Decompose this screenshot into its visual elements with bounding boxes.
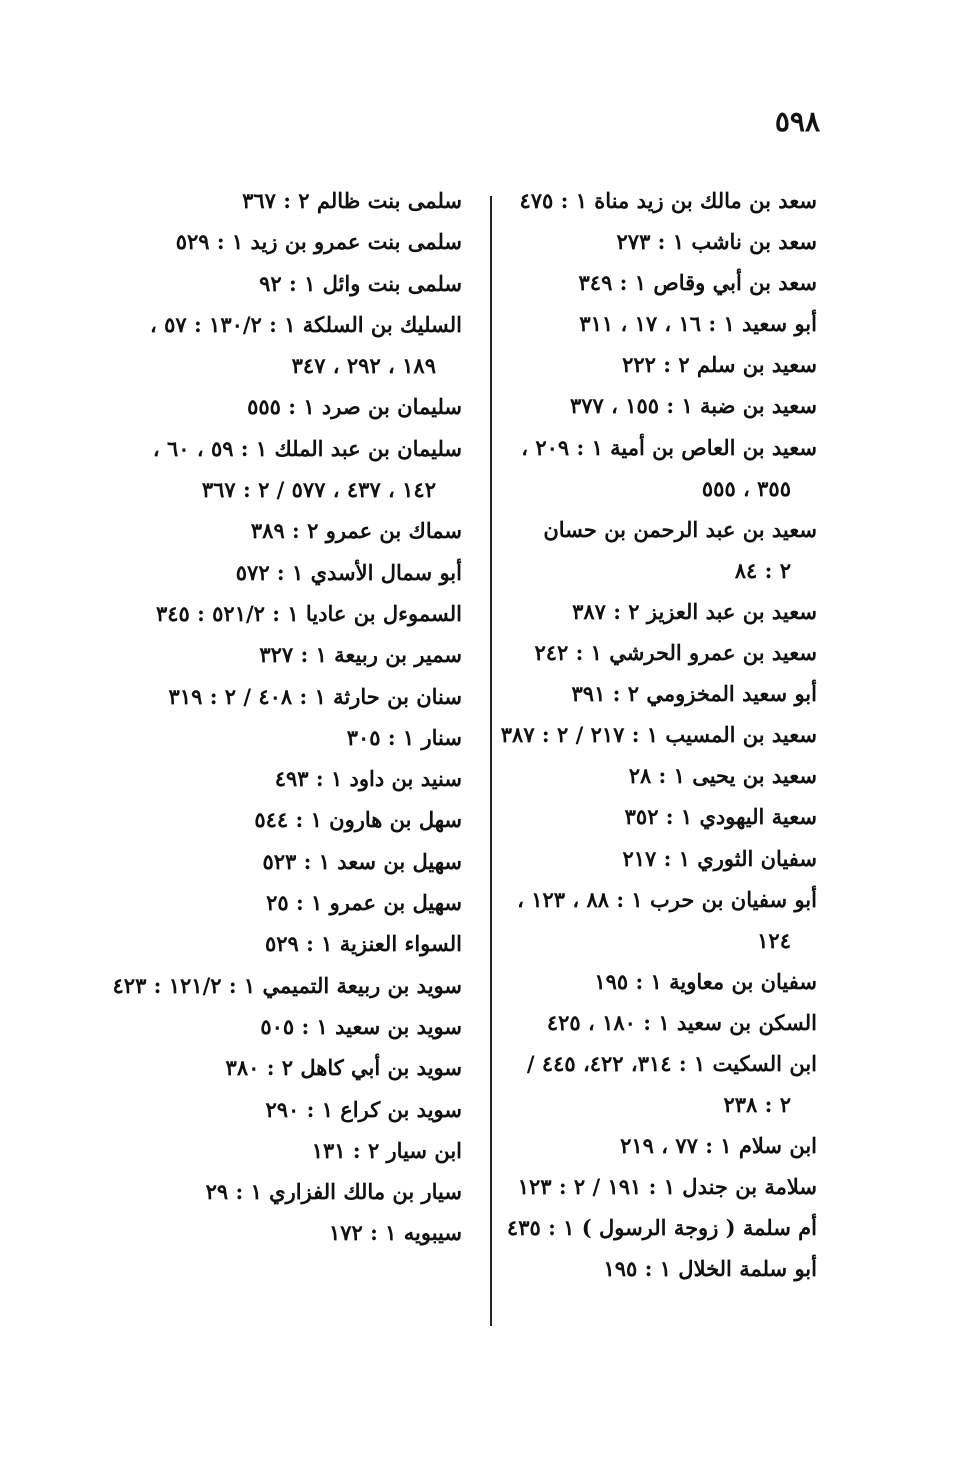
- index-entry: سيار بن مالك الفزاري ١ : ٢٩: [205, 1179, 462, 1205]
- index-entry: أبو سمال الأسدي ١ : ٥٧٢: [235, 559, 462, 585]
- index-entry-continuation: ١٨٩ ، ٢٩٢ ، ٣٤٧: [291, 353, 436, 379]
- index-entry: السموءل بن عاديا ١ : ٥٢١/٢ : ٣٤٥: [155, 600, 462, 626]
- index-entry: سهيل بن سعد ١ : ٥٢٣: [262, 848, 462, 874]
- index-entry: سمير بن ربيعة ١ : ٣٢٧: [259, 642, 462, 668]
- index-entry: سهل بن هارون ١ : ٥٤٤: [254, 807, 462, 833]
- index-entry: سعيد بن يحيى ١ : ٢٨: [628, 763, 817, 789]
- page-number: ٥٩٨: [774, 105, 820, 138]
- index-entry: سعيد بن المسيب ١ : ٢١٧ / ٢ : ٣٨٧: [500, 722, 817, 748]
- index-entry: ابن سيار ٢ : ١٣١: [311, 1137, 462, 1163]
- index-entry: سليمان بن صرد ١ : ٥٥٥: [247, 394, 462, 420]
- index-entry: سويد بن ربيعة التميمي ١ : ١٢١/٢ : ٤٢٣: [112, 972, 462, 998]
- index-entry: سعيد بن العاص بن أمية ١ : ٢٠٩ ،: [521, 434, 817, 460]
- index-entry: أم سلمة ( زوجة الرسول ) ١ : ٤٣٥: [506, 1215, 817, 1241]
- index-entry: سنار ١ : ٣٠٥: [346, 724, 462, 750]
- index-entry: أبو سفيان بن حرب ١ : ٨٨ ، ١٢٣ ،: [517, 886, 817, 912]
- index-entry: السليك بن السلكة ١ : ١٣٠/٢ : ٥٧ ،: [150, 311, 462, 337]
- index-entry-continuation: ٣٥٥ ، ٥٥٥: [701, 475, 791, 501]
- index-entry: السكن بن سعيد ١ : ١٨٠ ، ٤٢٥: [546, 1009, 817, 1035]
- index-entry: سهيل بن عمرو ١ : ٢٥: [266, 890, 462, 916]
- index-entry: سويد بن سعيد ١ : ٥٠٥: [260, 1013, 462, 1039]
- index-entry: ابن السكيت ١ : ٣١٤، ٤٢٢، ٤٤٥ /: [526, 1050, 817, 1076]
- index-entry: سلامة بن جندل ١ : ١٩١ / ٢ : ١٢٣: [517, 1174, 817, 1200]
- index-entry: السواء العنزية ١ : ٥٢٩: [264, 931, 462, 957]
- index-entry-continuation: ١٢٤: [757, 927, 791, 953]
- index-entry: سعيد بن سلم ٢ : ٢٢٢: [622, 352, 817, 378]
- index-entry-continuation: ٢ : ٨٤: [734, 557, 791, 583]
- index-entry: سعيد بن ضبة ١ : ١٥٥ ، ٣٧٧: [569, 393, 817, 419]
- index-entry: سويد بن أبي كاهل ٢ : ٣٨٠: [225, 1055, 462, 1081]
- index-entry: أبو سلمة الخلال ١ : ١٩٥: [603, 1256, 817, 1282]
- index-entry: سيبويه ١ : ١٧٢: [328, 1220, 462, 1246]
- index-entry-continuation: ٢ : ٢٣٨: [723, 1092, 791, 1118]
- index-entry: سنيد بن داود ١ : ٤٩٣: [274, 766, 462, 792]
- index-entry: أبو سعيد المخزومي ٢ : ٣٩١: [571, 681, 817, 707]
- index-entry: سعد بن ناشب ١ : ٢٧٣: [616, 229, 817, 255]
- index-entry: سليمان بن عبد الملك ١ : ٥٩ ، ٦٠ ،: [152, 435, 462, 461]
- index-entry-continuation: ١٤٢ ، ٤٣٧ ، ٥٧٧ / ٢ : ٣٦٧: [201, 477, 436, 503]
- index-entry: سلمى بنت وائل ١ : ٩٢: [259, 270, 462, 296]
- index-entry: ابن سلام ١ : ٧٧ ، ٢١٩: [620, 1133, 817, 1159]
- index-entry: سنان بن حارثة ١ : ٤٠٨ / ٢ : ٣١٩: [168, 683, 462, 709]
- index-entry: سفيان بن معاوية ١ : ١٩٥: [594, 968, 817, 994]
- index-entry: سلمى بنت ظالم ٢ : ٣٦٧: [242, 188, 462, 213]
- index-entry: سلمى بنت عمرو بن زيد ١ : ٥٢٩: [175, 229, 462, 255]
- index-column-right: [497, 180, 817, 1290]
- index-entry: سعية اليهودي ١ : ٣٥٢: [624, 804, 817, 830]
- index-entry: سعيد بن عبد العزيز ٢ : ٣٨٧: [572, 598, 817, 624]
- index-entry: سماك بن عمرو ٢ : ٣٨٩: [250, 518, 462, 544]
- index-entry: سعد بن أبي وقاص ١ : ٣٤٩: [578, 270, 817, 296]
- index-entry: سويد بن كراع ١ : ٢٩٠: [265, 1096, 462, 1122]
- index-entry: أبو سعيد ١ : ١٦ ، ١٧ ، ٣١١: [579, 311, 817, 337]
- column-divider: [490, 196, 492, 1326]
- index-column-left: [107, 180, 462, 1254]
- index-entry: سعيد بن عبد الرحمن بن حسان: [543, 516, 817, 542]
- index-entry: سعد بن مالك بن زيد مناة ١ : ٤٧٥: [519, 188, 817, 213]
- index-entry: سفيان الثوري ١ : ٢١٧: [622, 845, 817, 871]
- index-entry: سعيد بن عمرو الحرشي ١ : ٢٤٢: [534, 640, 817, 666]
